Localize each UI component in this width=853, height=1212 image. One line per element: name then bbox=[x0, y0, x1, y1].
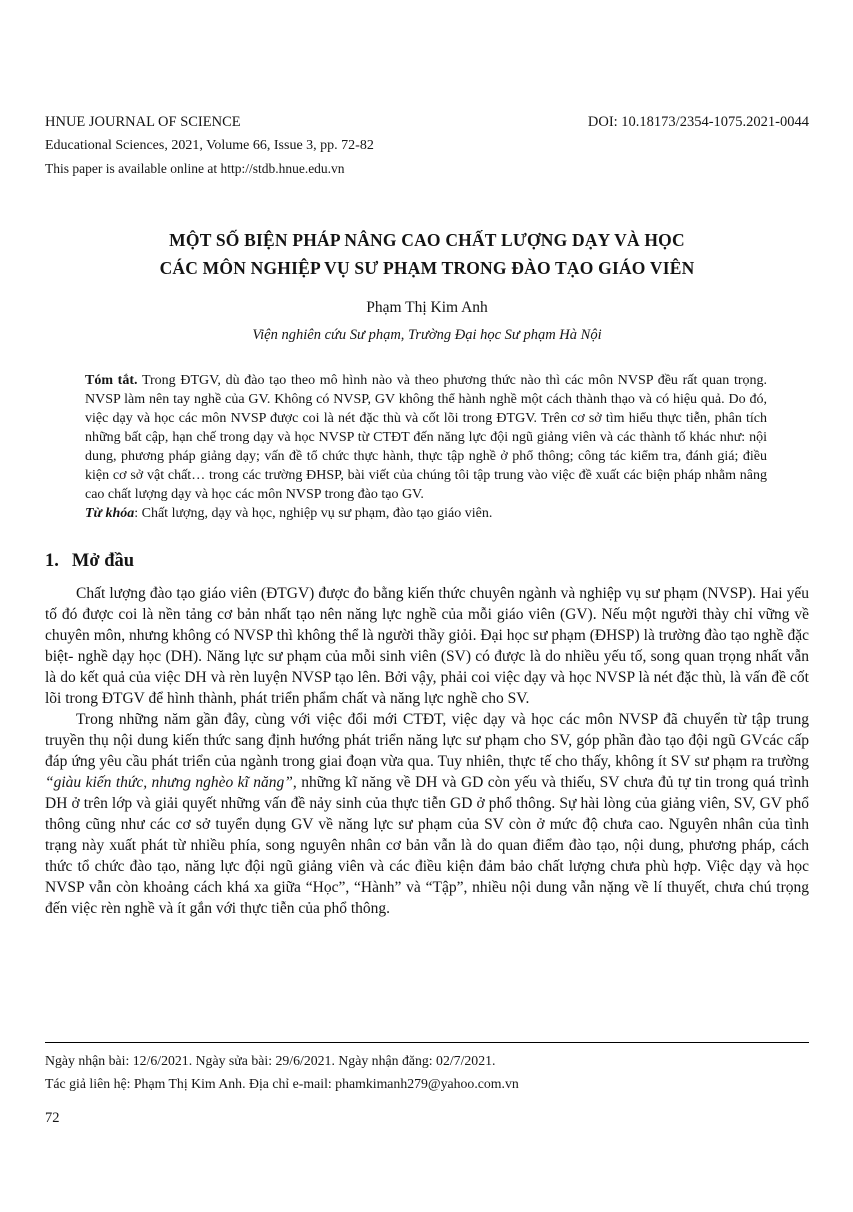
author-name: Phạm Thị Kim Anh bbox=[366, 299, 488, 316]
paragraph-1: Chất lượng đào tạo giáo viên (ĐTGV) được đo bằng kiến thức chuyên ngành và nghiệp vụ sư phạm (NVSP). Hai yếu tố đó được coi là nền tảng cơ bản nhất tạo nên năng lực nghề của mỗi giáo viên (GV). Nếu một người thày chỉ vững về chuyên môn, nhưng không có NVSP thì không thể là người thầy giỏi. Đại học sư phạm (ĐHSP) là trường đào tạo nghề đặc biệt- nghề dạy học (DH). Năng lực sư phạm của mỗi sinh viên (SV) có được là do nhiều yếu tố, song quan trọng nhất vẫn là do kết quả của việc DH và rèn luyện NVSP tạo lên. Bởi vậy, phải coi việc dạy và học NVSP là nét đặc thù, là vấn đề cốt lõi trong ĐTGV để hình thành, phát triển phẩm chất và năng lực nghề cho SV. bbox=[45, 585, 809, 707]
paper-title bbox=[45, 226, 809, 282]
corresponding-author: Tác giả liên hệ: Phạm Thị Kim Anh. Địa chỉ e-mail: phamkimanh279@yahoo.com.vn bbox=[45, 1076, 519, 1091]
abstract-body-text: Trong ĐTGV, dù đào tạo theo mô hình nào và theo phương thức nào thì các môn NVSP đều rất quan trọng. NVSP làm nên tay nghề của GV. Không có NVSP, GV không thể hành nghề một cách thành thạo và có hiệu quả. Do đó, việc dạy và học các môn NVSP được coi là nét đặc thù và cốt lõi trong ĐTGV. Trên cơ sở tìm hiểu thực tiễn, phân tích những bất cập, hạn chế trong dạy và học NVSP từ CTĐT đến năng lực đội ngũ giảng viên và các thành tố khác như: nội dung, phương pháp giảng dạy; vấn đề tổ chức thực hành, thực tập nghề ở phổ thông; công tác kiểm tra, đánh giá; điều kiện cơ sở vật chất… trong các trường ĐHSP, bài viết của chúng tôi tập trung vào việc đề xuất các biện pháp nhằm nâng cao chất lượng dạy và học các môn NVSP trong đào tạo GV. bbox=[85, 373, 767, 502]
paragraph-2 bbox=[45, 709, 809, 919]
section-1-number: 1. bbox=[45, 551, 59, 571]
keywords-text: : Chất lượng, dạy và học, nghiệp vụ sư phạm, đào tạo giáo viên. bbox=[134, 506, 493, 521]
paragraph-2-quote: “giàu kiến thức, nhưng nghèo kĩ năng” bbox=[45, 774, 293, 791]
author-affiliation: Viện nghiên cứu Sư phạm, Trường Đại học Sư phạm Hà Nội bbox=[252, 327, 602, 343]
manuscript-dates: Ngày nhận bài: 12/6/2021. Ngày sửa bài: 29/6/2021. Ngày nhận đăng: 02/7/2021. bbox=[45, 1053, 496, 1068]
paragraph-2-part2: , những kĩ năng về DH và GD còn yếu và thiếu, SV chưa đủ tự tin trong quá trình DH ở trên lớp và giải quyết những vấn đề nảy sinh của thực tiễn GD ở phổ thông. Sự hài lòng của giảng viên, SV, GV phổ thông cũng như các cơ sở tuyển dụng GV về năng lực sư phạm của SV còn ở mức độ chưa cao. Nguyên nhân của tình trạng này xuất phát từ nhiều phía, song nguyên nhân cơ bản vẫn là do quan điểm đào tạo, nội dung, phương pháp, cách thức tổ chức đào tạo, năng lực đội ngũ giảng viên và các điều kiện đảm bảo chất lượng chưa phù hợp. Việc dạy và học NVSP vẫn còn khoảng cách khá xa giữa “Học”, “Hành” và “Tập”, nhiều nội dung vẫn nặng về lí thuyết, chưa chú trọng đến việc rèn nghề và ít gắn với thực tiễn của phổ thông. bbox=[45, 774, 809, 917]
paper-title-line2: CÁC MÔN NGHIỆP VỤ SƯ PHẠM TRONG ĐÀO TẠO GIÁO VIÊN bbox=[159, 258, 695, 278]
abstract-label: Tóm tắt. bbox=[85, 373, 138, 388]
footnote-divider bbox=[45, 1042, 809, 1043]
availability-note: This paper is available online at http://stdb.hnue.edu.vn bbox=[45, 161, 345, 176]
keywords-line bbox=[85, 504, 767, 523]
paper-title-line1: MỘT SỐ BIỆN PHÁP NÂNG CAO CHẤT LƯỢNG DẠY VÀ HỌC bbox=[169, 230, 685, 250]
page-footer bbox=[45, 1042, 809, 1127]
journal-issue-info: Educational Sciences, 2021, Volume 66, Issue 3, pp. 72-82 bbox=[45, 138, 374, 153]
page-number: 72 bbox=[45, 1110, 60, 1126]
journal-header-row bbox=[45, 110, 809, 134]
abstract-block bbox=[85, 371, 767, 523]
journal-name: HNUE JOURNAL OF SCIENCE bbox=[45, 114, 241, 130]
paragraph-2-part1: Trong những năm gần đây, cùng với việc đổi mới CTĐT, việc dạy và học các môn NVSP đã chuyển từ tập trung truyền thụ nội dung kiến thức sang định hướng phát triển năng lực sư phạm cho SV, góp phần đào tạo đội ngũ GVcác cấp đáp ứng yêu cầu phát triển của ngành trong giai đoạn vừa qua. Tuy nhiên, thực tế cho thấy, không ít SV sư phạm ra trường bbox=[45, 711, 809, 770]
abstract-paragraph bbox=[85, 371, 767, 504]
keywords-label: Từ khóa bbox=[85, 506, 135, 521]
section-1-heading bbox=[45, 549, 809, 573]
section-1-title: Mở đầu bbox=[71, 551, 135, 571]
journal-header bbox=[45, 110, 809, 180]
doi-text: DOI: 10.18173/2354-1075.2021-0044 bbox=[587, 114, 809, 130]
